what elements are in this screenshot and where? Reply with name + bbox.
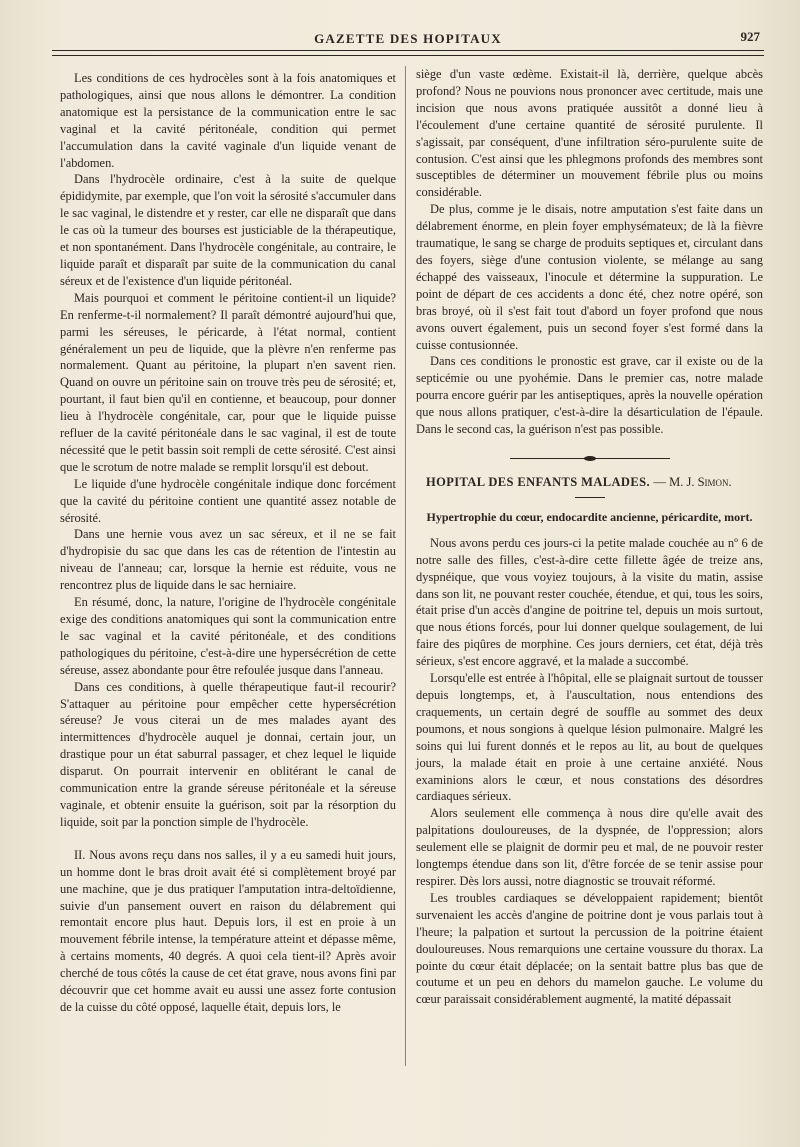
column-divider [405,66,406,1066]
right-column [416,66,763,1008]
paragraph: Mais pourquoi et comment le péritoine contient-il un liquide? En renferme-t-il normalement? Il paraît démontré aujourd'hui que, parmi les séreuses, le péricarde, à l'état normal, contient généralement un peu de liquide, que la plèvre n'en renferme pas normalement. Quant au péritoine, la plupart n'en savent rien. Quand on ouvre un péritoine sain on trouve très peu de sérosité; et, pourtant, il faut bien qu'il en contienne, et beaucoup, pour donner lieu à l'hydrocèle congénitale, car, pour que le liquide puisse refluer de la cavité péritonéale dans le sac vaginal, il est de toute nécessité que le petit bassin soit rempli de cette sérosité. C'est ainsi que le scrotum de notre malade se remplit lorsqu'il est debout. [60,290,396,474]
paragraph: Lorsqu'elle est entrée à l'hôpital, elle se plaignait surtout de tousser depuis longtemps, et, à l'auscultation, nous entendions des craquements, un certain degré de souffle au sommet des deux poumons, et nous songions à quelque lésion pulmonaire. Malgré les soins qui lui furent donnés et le repos au lit, au bout de quelques jours, la malade était en proie à une certaine anxiété. Nous examinions alors le cœur, et nous constations des désordres cardiaques sérieux. [416,671,763,804]
paragraph: En résumé, donc, la nature, l'origine de l'hydrocèle congénitale exige des conditions anatomiques qui sont la communication entre le sac vaginal et la cavité péritonéale, et des conditions pathologiques du péritoine, c'est-à-dire une hypersécrétion de cette séreuse, assez abondante pour être refoulée jusque dans l'anneau. [60,595,396,677]
hospital-heading [426,474,763,491]
paragraph: II. Nous avons reçu dans nos salles, il y a eu samedi huit jours, un homme dont le bras droit avait été si complètement broyé par une machine, que je dus pratiquer l'amputation intra-deltoïdienne, suivie d'un pansement ouvert en raison du délabrement qui remontait encore plus haut. Depuis lors, il est en proie à un mouvement fébrile intense, la température atteint et dépasse même, à certains moments, 40 degrés. A quoi cela tient-il? Après avoir cherché de tous côtés la cause de cet état grave, nous avons fini par découvrir que cet homme avait eu aussi une assez forte contusion de la cuisse du côté opposé, laquelle était, depuis lors, le [60,847,396,1014]
header-rule [52,50,764,56]
paragraph: Nous avons perdu ces jours-ci la petite malade couchée au nº 6 de notre salle des filles, c'est-à-dire cette fillette âgée de treize ans, dyspnéique, que vous voyiez toujours, à la visite du matin, assise dans son lit, ne pouvant rester couchée, étendue, et qui, tous les soirs, était prise d'un accès d'angine de poitrine tel, depuis un mois surtout, que nous étions forcés, pour lui donner quelque soulagement, de lui faire des piqûres de morphine. Ces jours derniers, cet état, déjà très sérieux, s'est encore aggravé, et la malade a succombé. [416,535,763,669]
paragraph: Dans ces conditions, à quelle thérapeutique faut-il recourir? S'attaquer au péritoine pour empêcher cette hypersécrétion séreuse? Je vous citerai un de mes malades ayant des intermittences d'hydrocèle auquel je donnai, certain jour, un drastique pour un état saburral passager, et chez lequel le liquide disparut. On pourrait intervenir en oblitérant le canal de communication entre la grande séreuse péritonéale et la séreuse vaginale, et obtenir ensuite la guérison, soit par la résorption du liquide, soit par la ponction simple de l'hydrocèle. [60,679,396,829]
paragraph: Dans ces conditions le pronostic est grave, car il existe ou de la septicémie ou une pyohémie. Dans le premier cas, notre malade pourra encore guérir par les antiseptiques, après la nouvelle opération que nous allons pratiquer, c'est-à-dire la désarticulation de l'épaule. Dans le second cas, la guérison n'est pas possible. [416,354,763,437]
paragraph: Dans une hernie vous avez un sac séreux, et il ne se fait d'hydropisie du sac que dans les cas de rétention de l'intestin au niveau de l'anneau; car, lorsque la hernie est réduite, vous ne rencontrez plus de liquide dans le sac herniaire. [60,527,396,593]
paragraph: siège d'un vaste œdème. Existait-il là, derrière, quelque abcès profond? Nous ne pouvions nous prononcer avec certitude, mais une incision que nous avons pratiquée aussitôt a donné lieu à l'écoulement d'une certaine quantité de sérosité purulente. Il s'agissait, par conséquent, d'une infiltration séro-purulente suite de contusion. C'est ainsi que les phlegmons profonds des membres sont susceptibles de déterminer un mouvement fébrile plus ou moins considérable. [416,67,763,200]
hospital-title: HOPITAL DES ENFANTS MALADES. [426,474,650,489]
paragraph: Dans l'hydrocèle ordinaire, c'est à la suite de quelque épididymite, par exemple, que l'on voit la sérosité s'accumuler dans le sac vaginal, le distendre et y rester, car elle ne disparaît que dans le cas où la tumeur des bourses est justiciable de la thérapeutique, et non spontanément. Dans l'hydrocèle congénitale, au contraire, le liquide paraît et disparaît par suite de la communication du canal séreux et de l'existence d'un liquide péritonéal. [60,172,396,288]
paragraph: Alors seulement elle commença à nous dire qu'elle avait des palpitations douloureuses, de la dyspnée, de l'oppression; alors seulement elle se plaignit de dormir peu et mal, de ne pouvoir rester longtemps étendue dans son lit, d'être forcée de se tenir assise pour respirer. Dès lors aussi, notre diagnostic se trouvait réformé. [416,806,763,888]
hospital-author: — M. J. Simon. [653,474,732,489]
page-number: 927 [740,29,760,44]
paragraph: De plus, comme je le disais, notre amputation s'est faite dans un délabrement énorme, en plein foyer emphysémateux; de là la fièvre traumatique, le sang se charge de produits septiques et, circulant dans des foyers, siège d'une contusion violente, se mélange au sang échappé des vaisseaux, l'inocule et détermine la suppuration. Le point de départ de ces accidents a donc été, chez notre opéré, son bras broyé, où il s'est fait tout d'abord un foyer profond que nous avons ouvert également, puis un second foyer s'est formé dans la cuisse contusionnée. [416,202,763,352]
case-title: Hypertrophie du cœur, endocardite ancienne, péricardite, mort. [426,509,753,524]
section-gap [60,831,396,847]
paragraph: Les conditions de ces hydrocèles sont à la fois anatomiques et pathologiques, ainsi que nous allons le démontrer. La condition anatomique est la persistance de la communication entre le sac vaginal et la cavité péritonéale, condition qui permet l'accumulation dans la cavité vaginale d'un liquide venant de l'abdomen. [60,71,396,170]
left-column [60,70,396,1016]
paragraph: Le liquide d'une hydrocèle congénitale indique donc forcément que la cavité du péritoine contient une quantité assez notable de sérosité. [60,476,396,525]
short-rule [575,497,605,498]
paragraph: Les troubles cardiaques se développaient rapidement; bientôt survenaient les accès d'angine de poitrine dont je vous parlais tout à l'heure; la palpation et surtout la percussion de la poitrine étaient douloureuses. Nous remarquions une certaine voussure du thorax. La pointe du cœur était déplacée; on la sentait battre plus bas que de coutume et un peu en dehors du mamelon gauche. Le volume du cœur paraissait considérablement augmenté, la matité dépassait [416,890,763,1007]
page-header [52,28,764,50]
section-ornament [510,456,670,462]
running-head: GAZETTE DES HOPITAUX [314,31,502,46]
